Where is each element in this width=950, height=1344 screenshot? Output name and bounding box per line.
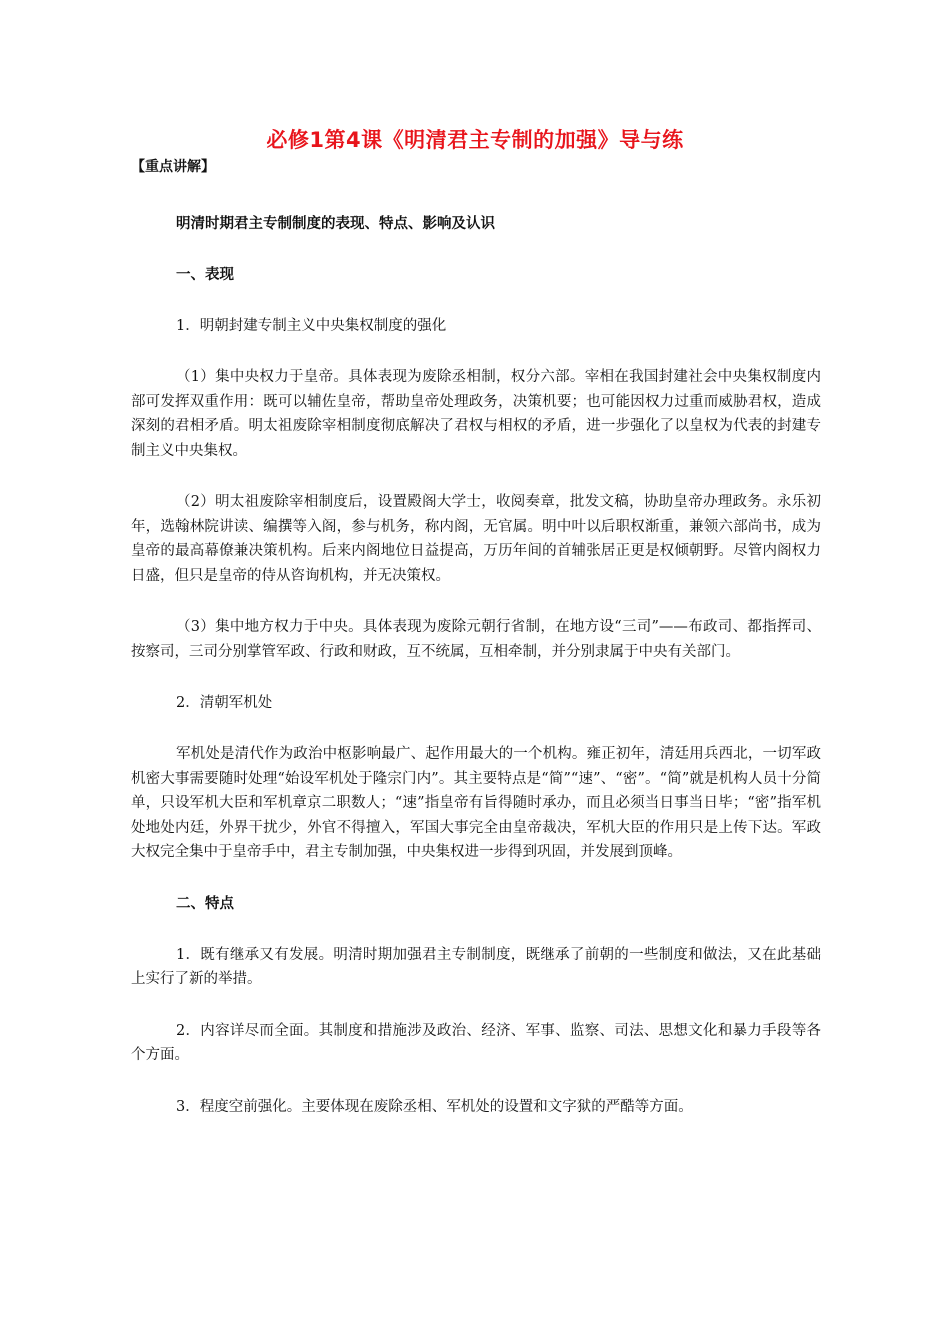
- main-heading: 明清时期君主专制制度的表现、特点、影响及认识: [176, 216, 495, 232]
- part1-item2-heading: 2．清朝军机处: [176, 695, 273, 711]
- page-title: 必修1第4课《明清君主专制的加强》导与练: [266, 128, 684, 152]
- paragraph: 3．程度空前强化。主要体现在废除丞相、军机处的设置和文字狱的严酷等方面。: [176, 1098, 693, 1115]
- paragraph: （2）明太祖废除宰相制度后，设置殿阁大学士，收阅奏章，批发文稿，协助皇帝办理政务。永乐初年，选翰林院讲读、编撰等入阁，参与机务，称内阁，无官属。明中叶以后职权渐重，兼领六部尚书，成为皇帝的最高幕僚兼决策机构。后来内阁地位日益提高，万历年间的首辅张居正更是权倾朝野。尽管内阁权力日盛，但只是皇帝的侍从咨询机构，并无决策权。: [131, 494, 821, 584]
- part2-heading: 二、特点: [176, 895, 234, 912]
- paragraph: 2．内容详尽而全面。其制度和措施涉及政治、经济、军事、监察、司法、思想文化和暴力手段等各个方面。: [131, 1022, 821, 1063]
- paragraph: （1）集中央权力于皇帝。具体表现为废除丞相制，权分六部。宰相在我国封建社会中央集权制度内部可发挥双重作用：既可以辅佐皇帝，帮助皇帝处理政务，决策机要；也可能因权力过重而威胁君权，造成深刻的君相矛盾。明太祖废除宰相制度彻底解决了君权与相权的矛盾，进一步强化了以皇权为代表的封建专制主义中央集权。: [131, 369, 821, 459]
- paragraph: （3）集中地方权力于中央。具体表现为废除元朝行省制，在地方设“三司”——布政司、都指挥司、按察司，三司分别掌管军政、行政和财政，互不统属，互相牵制，并分别隶属于中央有关部门。: [131, 619, 821, 660]
- document-body: [131, 200, 821, 1119]
- part1-item1-heading: 1．明朝封建专制主义中央集权制度的强化: [176, 318, 447, 334]
- part1-heading: 一、表现: [176, 267, 234, 283]
- paragraph: 1．既有继承又有发展。明清时期加强君主专制制度，既继承了前朝的一些制度和做法，又在此基础上实行了新的举措。: [131, 946, 821, 987]
- section-tag: 【重点讲解】: [131, 159, 215, 175]
- paragraph: 军机处是清代作为政治中枢影响最广、起作用最大的一个机构。雍正初年，清廷用兵西北，一切军政机密大事需要随时处理“始设军机处于隆宗门内”。其主要特点是“简”“速”、“密”。“简”就是机构人员十分简单，只设军机大臣和军机章京二职数人；“速”指皇帝有旨得随时承办，而且必须当日事当日毕；“密”指军机处地处内廷，外界干扰少，外官不得擅入，军国大事完全由皇帝裁决，军机大臣的作用只是上传下达。军政大权完全集中于皇帝手中，君主专制加强，中央集权进一步得到巩固，并发展到顶峰。: [131, 746, 821, 860]
